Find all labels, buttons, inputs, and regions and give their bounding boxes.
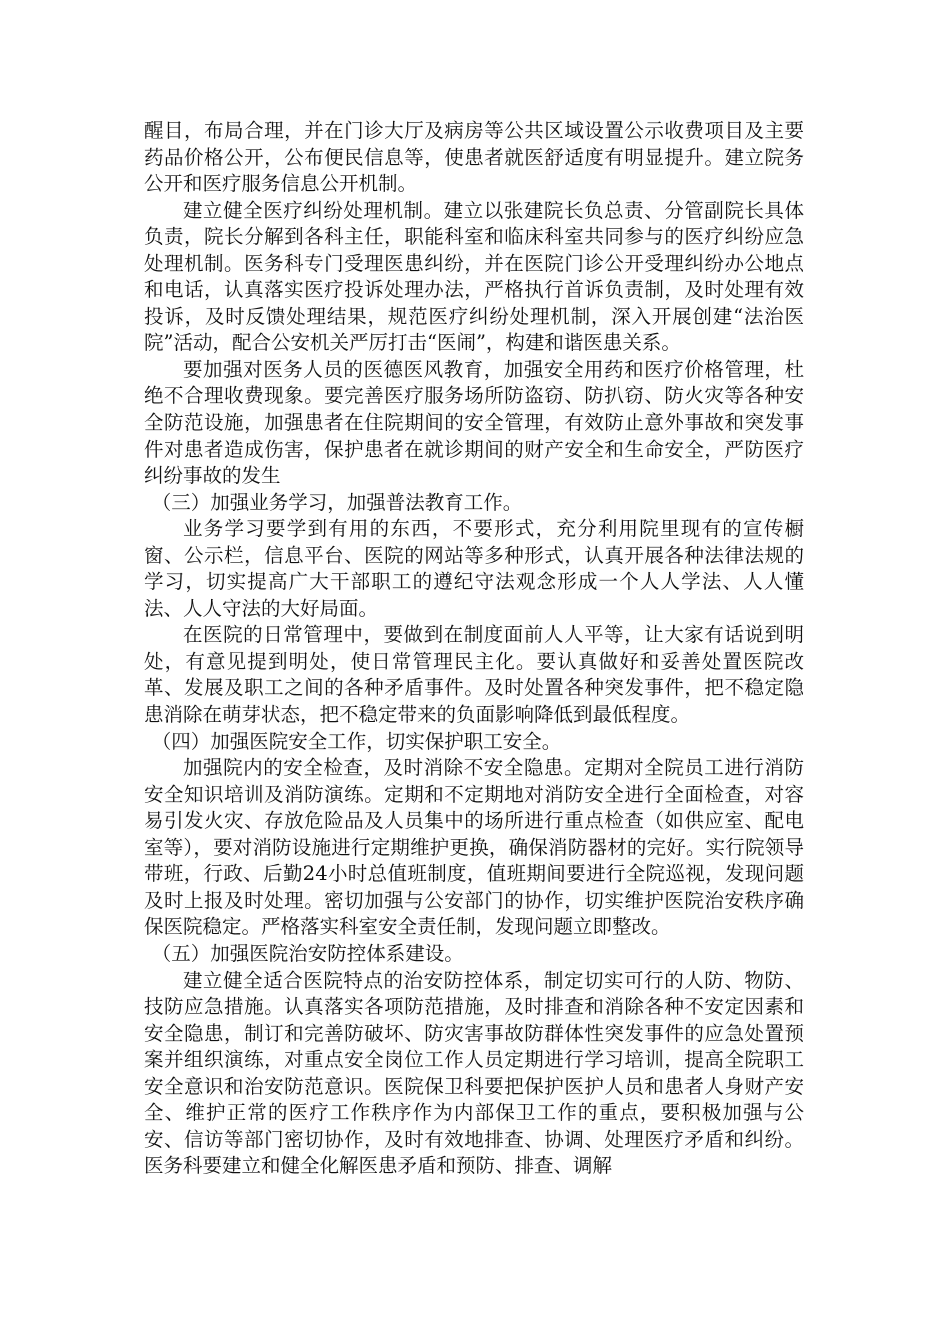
document-page <box>144 118 804 1180</box>
paragraph-3: 要加强对医务人员的医德医风教育，加强安全用药和医疗价格管理，杜绝不合理收费现象。要完善医疗服务场所防盗窃、防扒窃、防火灾等各种安全防范设施，加强患者在住院期间的安全管理，有效防止意外事故和突发事件对患者造成伤害，保护患者在就诊期间的财产安全和生命安全，严防医疗纠纷事故的发生 <box>144 357 804 488</box>
section-heading-3: （三）加强业务学习，加强普法教育工作。 <box>151 490 523 514</box>
section-heading-5: （五）加强医院治安防控体系建设。 <box>151 941 464 965</box>
paragraph-4: 业务学习要学到有用的东西，不要形式，充分利用院里现有的宣传橱窗、公示栏，信息平台、医院的网站等多种形式，认真开展各种法律法规的学习，切实提高广大干部职工的遵纪守法观念形成一个人人学法、人人懂法、人人守法的大好局面。 <box>144 517 804 620</box>
paragraph-7: 建立健全适合医院特点的治安防控体系，制定切实可行的人防、物防、技防应急措施。认真落实各项防范措施，及时排查和消除各种不安定因素和安全隐患，制订和完善防破坏、防灾害事故防群体性突发事件的应急处置预案并组织演练，对重点安全岗位工作人员定期进行学习培训，提高全院职工安全意识和治安防范意识。医院保卫科要把保护医护人员和患者人身财产安全、维护正常的医疗工作秩序作为内部保卫工作的重点，要积极加强与公安、信访等部门密切协作，及时有效地排查、协调、处理医疗矛盾和纠纷。医务科要建立和健全化解医患矛盾和预防、排查、调解 <box>144 968 804 1178</box>
paragraph-2: 建立健全医疗纠纷处理机制。建立以张建院长负总责、分管副院长具体负责，院长分解到各科主任，职能科室和临床科室共同参与的医疗纠纷应急处理机制。医务科专门受理医患纠纷，并在医院门诊公开受理纠纷办公地点和电话，认真落实医疗投诉处理办法，严格执行首诉负责制，及时处理有效投诉，及时反馈处理结果，规范医疗纠纷处理机制，深入开展创建“法治医院”活动，配合公安机关严厉打击“医闹”，构建和谐医患关系。 <box>144 198 804 355</box>
section-heading-4: （四）加强医院安全工作，切实保护职工安全。 <box>151 729 562 753</box>
paragraph-1: 醒目，布局合理，并在门诊大厅及病房等公共区域设置公示收费项目及主要药品价格公开，公布便民信息等，使患者就医舒适度有明显提升。建立院务公开和医疗服务信息公开机制。 <box>144 119 804 196</box>
paragraph-6: 加强院内的安全检查，及时消除不安全隐患。定期对全院员工进行消防安全知识培训及消防演练。定期和不定期地对消防安全进行全面检查，对容易引发火灾、存放危险品及人员集中的场所进行重点检查（如供应室、配电室等），要对消防设施进行定期维护更换，确保消防器材的完好。实行院领导带班，行政、后勤24小时总值班制度，值班期间要进行全院巡视，发现问题及时上报及时处理。密切加强与公安部门的协作，切实维护医院治安秩序确保医院稳定。严格落实科室安全责任制，发现问题立即整改。 <box>144 756 804 939</box>
paragraph-5: 在医院的日常管理中，要做到在制度面前人人平等，让大家有话说到明处，有意见提到明处，使日常管理民主化。要认真做好和妥善处置医院改革、发展及职工之间的各种矛盾事件。及时处置各种突发事件，把不稳定隐患消除在萌芽状态，把不稳定带来的负面影响降低到最低程度。 <box>144 623 804 727</box>
